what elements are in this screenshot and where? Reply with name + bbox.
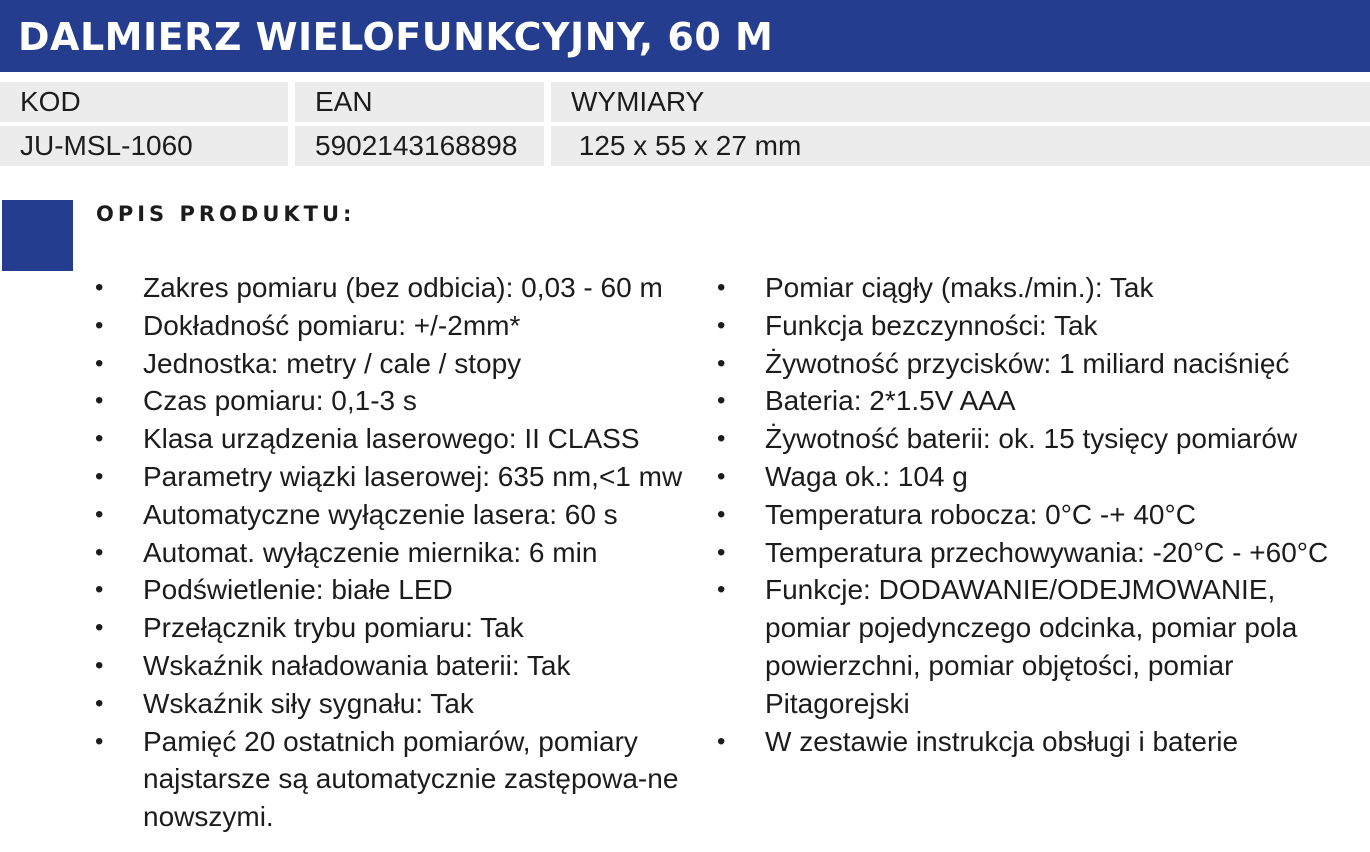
bullet-icon: • xyxy=(717,274,726,301)
value-wymiary: 125 x 55 x 27 mm xyxy=(551,126,1370,166)
bullet-icon: • xyxy=(717,462,726,490)
list-item xyxy=(90,496,710,534)
list-item-text: Czas pomiaru: 0,1-3 s xyxy=(143,385,417,417)
feature-list-left xyxy=(90,269,710,836)
list-item xyxy=(712,420,1368,458)
value-kod: JU-MSL-1060 xyxy=(0,126,288,166)
header-ean: EAN xyxy=(295,82,544,122)
list-item xyxy=(712,458,1368,496)
list-item xyxy=(90,269,710,307)
bullet-icon: • xyxy=(95,500,104,528)
bullet-icon: • xyxy=(717,425,726,453)
list-item-text: Funkcja bezczynności: Tak xyxy=(765,309,1098,341)
list-item xyxy=(90,458,710,496)
list-item-text: Pomiar ciągły (maks./min.): Tak xyxy=(765,272,1154,303)
list-item-text: Żywotność przycisków: 1 miliard naciśnięć xyxy=(765,347,1290,379)
list-item-text: Przełącznik trybu pomiaru: Tak xyxy=(143,612,524,644)
bullet-icon: • xyxy=(717,387,726,415)
bullet-icon: • xyxy=(95,727,104,755)
list-item-text: Automatyczne wyłączenie lasera: 60 s xyxy=(143,498,618,530)
bullet-icon: • xyxy=(95,576,104,604)
list-item-text: Parametry wiązki laserowej: 635 nm,<1 mw xyxy=(143,460,683,492)
bullet-icon: • xyxy=(717,500,726,528)
bullet-icon: • xyxy=(95,387,104,415)
list-item xyxy=(712,382,1368,420)
list-item-text: Wskaźnik siły sygnału: Tak xyxy=(143,687,474,719)
value-ean: 5902143168898 xyxy=(295,126,544,166)
bullet-icon: • xyxy=(95,311,104,339)
list-item-text: Jednostka: metry / cale / stopy xyxy=(143,347,522,379)
list-item-text: Temperatura robocza: 0°C -+ 40°C xyxy=(765,498,1196,530)
bullet-icon: • xyxy=(95,614,104,642)
title-bar xyxy=(0,0,1370,72)
bullet-icon: • xyxy=(95,274,104,301)
list-item-text: Żywotność baterii: ok. 15 tysięcy pomiarów xyxy=(765,423,1298,455)
list-item xyxy=(712,307,1368,345)
list-item xyxy=(712,534,1368,572)
list-item xyxy=(90,345,710,383)
list-item-text: Waga ok.: 104 g xyxy=(765,460,968,492)
bullet-icon: • xyxy=(717,538,726,566)
list-item xyxy=(712,345,1368,383)
product-title: DALMIERZ WIELOFUNKCYJNY, 60 M xyxy=(18,15,774,59)
section-marker xyxy=(2,200,73,271)
section-heading: OPIS PRODUKTU: xyxy=(96,202,356,226)
list-item-text: Temperatura przechowywania: -20°C - +60°C xyxy=(765,536,1329,568)
list-item xyxy=(712,571,1368,722)
list-item-text: Podświetlenie: białe LED xyxy=(143,574,453,606)
feature-list-right xyxy=(712,269,1368,760)
list-item-text: Zakres pomiaru (bez odbicia): 0,03 - 60 m xyxy=(143,272,663,303)
list-item-text: Funkcje: DODAWANIE/ODEJMOWANIE, pomiar pojedynczego odcinka, pomiar pola powierzchni, pomiar objętości, pomiar Pitagorejski xyxy=(765,574,1298,719)
list-item xyxy=(90,307,710,345)
list-item-text: Dokładność pomiaru: +/-2mm* xyxy=(143,309,521,341)
list-item-text: Pamięć 20 ostatnich pomiarów, pomiary najstarsze są automatycznie zastępowa-ne nowszymi. xyxy=(143,725,679,833)
list-item xyxy=(90,382,710,420)
list-item-text: Klasa urządzenia laserowego: II CLASS xyxy=(143,423,640,455)
list-item xyxy=(712,496,1368,534)
header-wymiary: WYMIARY xyxy=(551,82,1370,122)
list-item-text: Bateria: 2*1.5V AAA xyxy=(765,385,1016,417)
list-item-text: W zestawie instrukcja obsługi i baterie xyxy=(765,725,1239,757)
list-item xyxy=(90,420,710,458)
header-kod: KOD xyxy=(0,82,288,122)
bullet-icon: • xyxy=(717,576,726,604)
bullet-icon: • xyxy=(95,462,104,490)
bullet-icon: • xyxy=(717,727,726,755)
list-item-text: Automat. wyłączenie miernika: 6 min xyxy=(143,536,598,568)
list-item xyxy=(90,685,710,723)
list-item xyxy=(712,723,1368,761)
list-item xyxy=(90,571,710,609)
list-item xyxy=(90,534,710,572)
bullet-icon: • xyxy=(95,349,104,377)
bullet-icon: • xyxy=(95,651,104,679)
bullet-icon: • xyxy=(95,425,104,453)
list-item xyxy=(90,723,710,836)
bullet-icon: • xyxy=(717,349,726,377)
list-item-text: Wskaźnik naładowania baterii: Tak xyxy=(143,649,571,681)
bullet-icon: • xyxy=(717,311,726,339)
bullet-icon: • xyxy=(95,689,104,717)
list-item xyxy=(712,269,1368,307)
list-item xyxy=(90,609,710,647)
bullet-icon: • xyxy=(95,538,104,566)
list-item xyxy=(90,647,710,685)
